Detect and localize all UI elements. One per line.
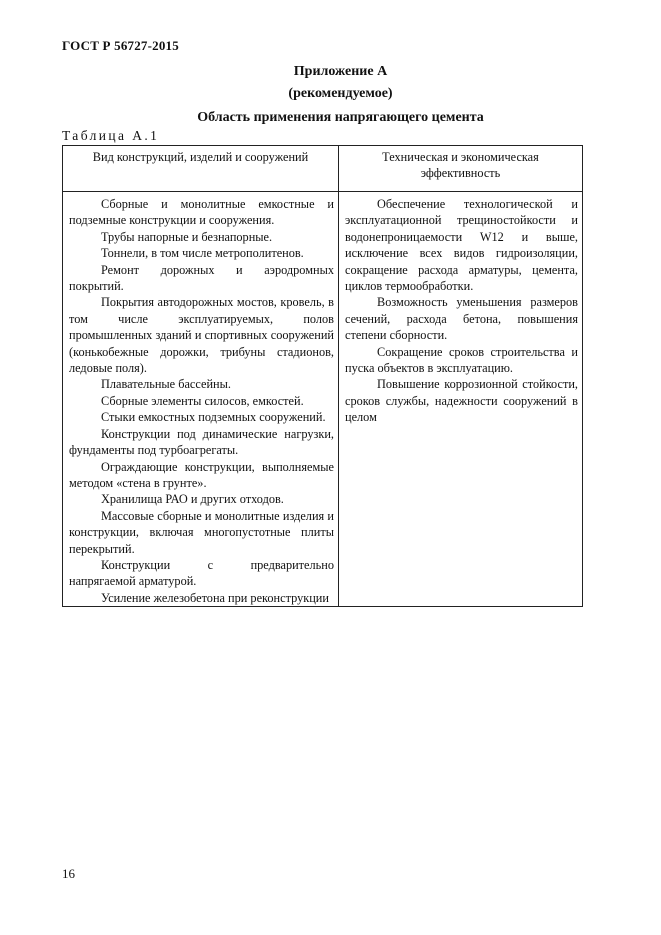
list-item: Плавательные бассейны. [101, 377, 231, 392]
list-item: Хранилища РАО и других отходов. [101, 492, 284, 507]
list-item: Стыки емкостных подземных сооружений. [101, 410, 326, 425]
list-item: Трубы напорные и безнапорные. [101, 229, 273, 244]
list-item: Покрытия автодорожных мостов, кровель, в том числе эксплуатируемых, полов промышленных зданий и спортивных сооружений (конькобежные дорожки, трибуны стадионов, ледовые поля). [69, 295, 334, 376]
list-item: Ремонт дорожных и аэродромных покрытий. [69, 262, 334, 294]
list-item: Сокращение сроков строительства и пуска объектов в эксплуатацию. [345, 344, 578, 376]
annex-status: (рекомендуемое) [288, 86, 393, 101]
list-item: Усиление железобетона при реконструкции [101, 590, 329, 605]
list-item: Тоннели, в том числе метрополитенов. [101, 246, 304, 261]
application-table [62, 145, 583, 607]
list-item: Обеспечение технологической и эксплуатационной трещиностойкости и водонепроницаемости W12 и выше, исключение всех видов гидроизоляции, сокращение расхода арматуры, цемента, циклов термообработки. [345, 197, 578, 294]
table-row [63, 192, 583, 607]
structure-types-cell [63, 192, 339, 607]
table-caption: Таблица А.1 [62, 128, 160, 143]
page-number: 16 [62, 866, 75, 881]
list-item: Возможность уменьшения размеров сечений, расхода бетона, повышения степени сборности. [345, 295, 578, 343]
list-item: Сборные и монолитные емкостные и подземные конструкции и сооружения. [69, 197, 334, 228]
efficiency-cell [339, 192, 583, 607]
list-item: Повышение коррозионной стойкости, сроков службы, надежности сооружений в целом [345, 377, 578, 425]
header-efficiency: Техническая и экономическая эффективность [339, 146, 583, 192]
list-item: Ограждающие конструкции, выполняемые методом «стена в грунте». [69, 459, 334, 490]
document-code: ГОСТ Р 56727-2015 [62, 38, 179, 53]
header-structure-type: Вид конструкций, изделий и сооружений [63, 146, 339, 192]
list-item: Конструкции с предварительно напрягаемой арматурой. [69, 557, 334, 589]
annex-title: Приложение А [293, 64, 388, 79]
table-header-row [63, 146, 583, 192]
annex-subject: Область применения напрягающего цемента [197, 110, 484, 125]
list-item: Конструкции под динамические нагрузки, фундаменты под турбоагрегаты. [69, 426, 334, 458]
list-item: Массовые сборные и монолитные изделия и конструкции, включая многопустотные плиты перекрытий. [69, 508, 334, 556]
list-item: Сборные элементы силосов, емкостей. [101, 393, 304, 408]
